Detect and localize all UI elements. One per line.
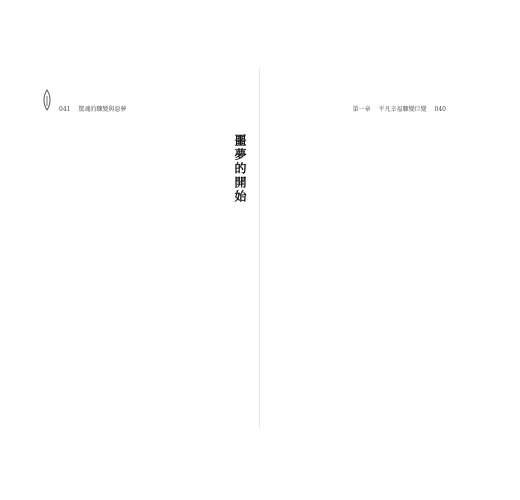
section-heading: 噩夢的開始: [233, 134, 247, 204]
left-running-title: 驚魂的驟變與惡夢: [78, 106, 127, 113]
left-page-number: 041: [59, 106, 71, 113]
right-running-header: [350, 104, 449, 113]
left-page: [0, 0, 259, 500]
right-page-number: 040: [434, 106, 446, 113]
right-page: [260, 0, 519, 500]
decorative-mark-icon: [40, 88, 54, 112]
left-running-header: [56, 104, 129, 113]
right-running-chapter: 第一章: [352, 106, 371, 113]
right-running-title: 平凡幸福驟變巨變: [378, 106, 427, 113]
